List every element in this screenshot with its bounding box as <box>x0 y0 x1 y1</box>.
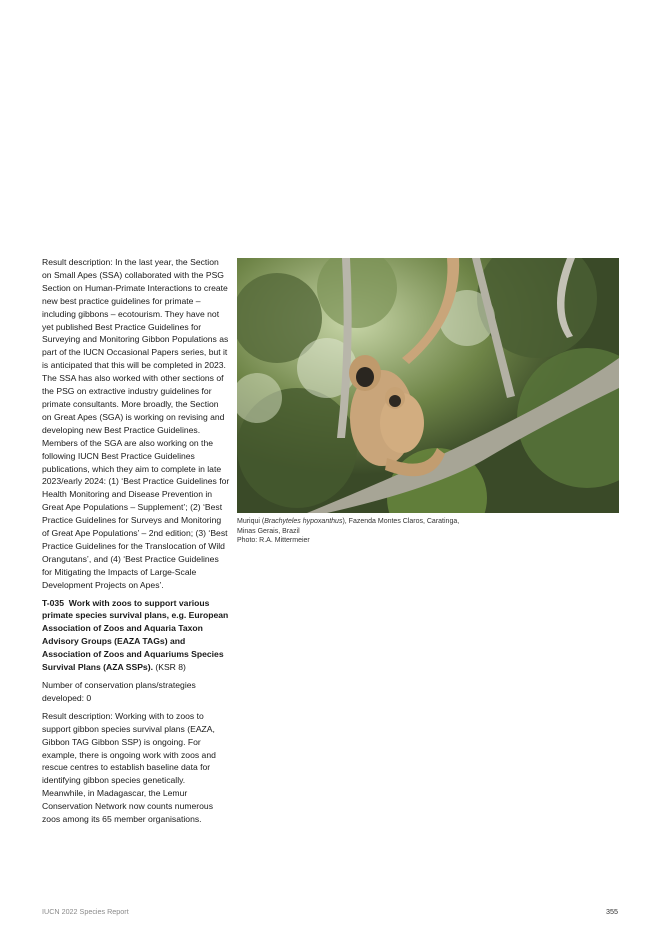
left-text-column <box>42 256 230 831</box>
photo-credit: Photo: R.A. Mittermeier <box>237 537 310 545</box>
task-title: Work with zoos to support various primate species survival plans, e.g. European Association of Zoos and Aquaria Taxon Advisory Groups (EAZA TAGs) and Association of Zoos and Aquariums Species Survival Plans (AZA SSPs). <box>42 597 229 673</box>
muriqui-photo-illustration <box>237 258 619 513</box>
caption-species: Brachyteles hypoxanthus <box>264 518 343 525</box>
caption-prefix: Muriqui ( <box>237 518 265 525</box>
photo-caption <box>237 517 467 546</box>
footer-report-title: IUCN 2022 Species Report <box>42 907 129 916</box>
result-description-sga: Result description: In the last year, the Section on Small Apes (SSA) collaborated with the PSG Section on Human-Primate Interactions to create new best practice guidelines for primate – including gibbons – ecotourism. They have not yet published Best Practice Guidelines for Surveying and Monitoring Gibbon Populations as part of the IUCN Occasional Papers series, but it is anticipated that this will be completed in 2023. The SSA has also worked with other sections of the PSG on extractive industry guidelines for primate consultants. More broadly, the Section on Great Apes (SGA) is working on revising and developing new Best Practice Guidelines. Members of the SGA are also working on the following IUCN Best Practice Guidelines publications, which they aim to complete in late 2023/early 2024: (1) ‘Best Practice Guidelines for Health Monitoring and Disease Prevention in Great Ape Populations – Supplement’; (2) ‘Best Practice Guidelines for Surveys and Monitoring of Great Ape Populations’ – 2nd edition; (3) ‘Best Practice Guidelines for the Translocation of Wild Orangutans’, and (4) ‘Best Practice Guidelines for Mitigating the Impacts of Large-Scale Development Projects on Apes’. <box>42 257 230 590</box>
page-number: 355 <box>606 907 618 916</box>
muriqui-photo <box>237 258 619 513</box>
task-code: T-035 <box>42 597 64 608</box>
plans-count: Number of conservation plans/strategies developed: 0 <box>42 680 196 703</box>
task-entry <box>42 597 230 674</box>
task-ksr: (KSR 8) <box>155 662 186 673</box>
caption-suffix: ), Fazenda Montes Claros, Caratinga, Minas Gerais, Brazil <box>237 518 460 535</box>
result-description-zoos: Result description: Working with to zoos to support gibbon species survival plans (EAZA, Gibbon TAG Gibbon SSP) is ongoing. For example, there is ongoing work with zoos and rescue centres to establish baseline data for identifying gibbon species genetically. Meanwhile, in Madagascar, the Lemur Conservation Network now counts numerous zoos among its 65 member organisations. <box>42 710 216 825</box>
